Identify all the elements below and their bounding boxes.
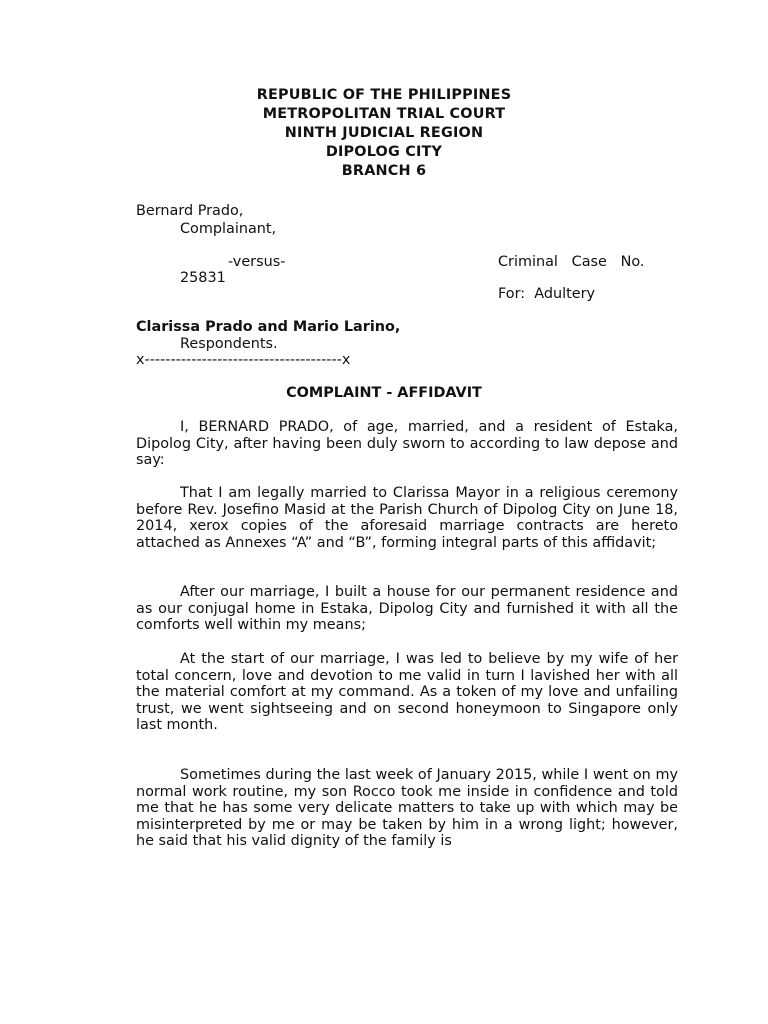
- respondents-names: Clarissa Prado and Mario Larino,: [136, 319, 401, 335]
- paragraph-affiant-intro: I, BERNARD PRADO, of age, married, and a resident of Estaka, Dipolog City, after having been duly sworn to according to law depose and say:: [136, 419, 678, 469]
- paragraph-son-disclosure: Sometimes during the last week of January 2015, while I went on my normal work routine, my son Rocco took me inside in confidence and told me that he has some very delicate matters to take up with which may be misinterpreted by me or may be taken by him in a wrong light; however, he said that his valid dignity of the family is: [136, 767, 678, 850]
- paragraph-devotion: At the start of our marriage, I was led to believe by my wife of her total concern, love and devotion to me valid in turn I lavished her with all the material comfort at my command. As a token of my love and unfailing trust, we went sightseeing and on second honeymoon to Singapore only last month.: [136, 651, 678, 734]
- header-republic: REPUBLIC OF THE PHILIPPINES: [256, 87, 512, 103]
- versus-label: -versus-: [228, 254, 286, 270]
- header-branch: BRANCH 6: [341, 163, 427, 179]
- complainant-role: Complainant,: [180, 221, 277, 237]
- caption-separator: x--------------------------------------x: [136, 352, 351, 368]
- respondents-role: Respondents.: [180, 336, 278, 352]
- header-city: DIPOLOG CITY: [325, 144, 443, 160]
- paragraph-marriage: That I am legally married to Clarissa Mayor in a religious ceremony before Rev. Josefino Masid at the Parish Church of Dipolog City on June 18, 2014, xerox copies of the aforesaid marriage contracts are hereto attached as Annexes “A” and “B”, forming integral parts of this affidavit;: [136, 485, 678, 551]
- header-court: METROPOLITAN TRIAL COURT: [262, 106, 506, 122]
- offense-label: For: Adultery: [498, 286, 596, 302]
- court-header: [0, 86, 768, 181]
- paragraph-conjugal-home: After our marriage, I built a house for our permanent residence and as our conjugal home in Estaka, Dipolog City and furnished it with all the comforts well within my means;: [136, 584, 678, 634]
- case-label: Criminal Case No.: [498, 254, 645, 270]
- case-number: 25831: [180, 270, 226, 286]
- document-title: COMPLAINT - AFFIDAVIT: [286, 385, 482, 401]
- complainant-name: Bernard Prado,: [136, 203, 244, 219]
- header-region: NINTH JUDICIAL REGION: [284, 125, 484, 141]
